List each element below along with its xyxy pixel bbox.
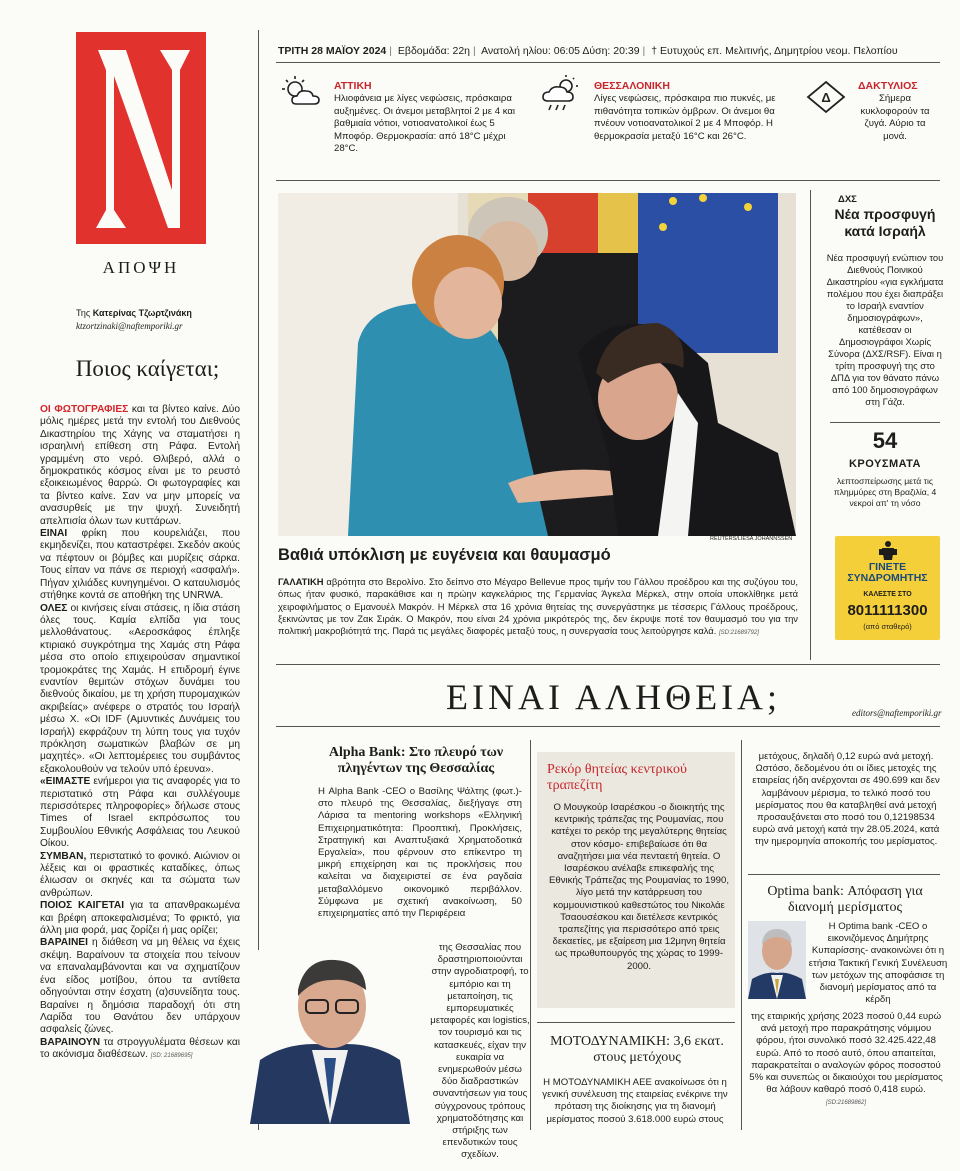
column-divider <box>530 740 531 1130</box>
nameday: † Ευτυχούς επ. Μελιτινής, Δημητρίου νεομ. Πελοπίου <box>651 45 898 57</box>
opinion-title: Ποιος καίγεται; <box>75 356 220 381</box>
main-story-photo <box>278 193 796 536</box>
ref-code: [SD: 21689695] <box>150 1053 193 1060</box>
divider <box>276 726 940 727</box>
cases-number: 54 <box>872 428 898 453</box>
weather-region-attica: ΑΤΤΙΚΗ <box>334 80 372 92</box>
divider <box>276 664 940 665</box>
author-email[interactable]: ktzortzinaki@naftemporiki.gr <box>76 321 183 331</box>
alpha-ceo-photo <box>250 950 410 1124</box>
opinion-paragraph: ΣΥΜΒΑΝ, περιστατικό το φονικό. Αιώνιον οι λέξεις και οι φραστικές καταδίκες, όπως έλιωσαν οι σκηνές και τα σώματα των ανθρώπων. <box>40 850 240 899</box>
optima-text-continued: της εταιρικής χρήσης 2023 ποσού 0,44 ευρώ ανά μετοχή προ παρακράτησης νόμιμου φόρου, ήτοι συνολικό ποσό 32.425.422,48 ευρώ. Από το ποσό αυτό, όπου απαιτείται, παρακρατείται ο αναλογών φόρος ποσοστού 5% και συνεπώς οι δικαιούχοι του μερίσματος θα λάβουν καθαρό ποσό 0,418 ευρώ. [SD:21689862] <box>749 1011 943 1107</box>
cases-text: λεπτοσπείρωσης μετά τις πλημμύρες στη Βραζιλία, 4 νεκροί απ' τη νόσο <box>833 476 937 508</box>
weather-text-attica: Ηλιοφάνεια με λίγες νεφώσεις, πρόσκαιρα αυξημένες. Οι άνεμοι μεταβλητοί 2 με 4 και βαθμιαία νότιοι, νοτιοανατολικοί έως 5 Μποφόρ. Θερμοκρασία: από 18°C μέχρι 28°C. <box>334 93 516 154</box>
column-divider <box>810 190 811 660</box>
editors-email[interactable]: editors@naftemporiki.gr <box>852 708 942 718</box>
weather-text-daktylios: Σήμερα κυκλοφορούν τα ζυγά. Αύριο τα μονά. <box>860 93 930 142</box>
sidebar-kicker: ΔΧΣ <box>838 194 857 205</box>
week-number: Εβδομάδα: 22η <box>397 45 471 57</box>
newspaper-logo <box>76 32 206 244</box>
section-label: ΑΠΟΨΗ <box>102 258 180 277</box>
author-name: Κατερίνας Τζωρτζινάκη <box>92 308 192 318</box>
subscribe-title: ΣΥΝΔΡΟΜΗΤΗΣ <box>847 572 928 584</box>
optima-text: Η Optima bank -CEO ο εικονιζόμενος Δημήτρης Κυπαρίσσης- ανακοινώνει ότι η ετήσια Τακτική Γενική Συνέλευση των μετόχων της αποφάσισε τη διανομή μερίσματος από τα κέρδη <box>808 921 948 1006</box>
subscribe-box[interactable] <box>835 536 940 640</box>
main-story-text: ΓΑΛΑΤΙΚΗ αβρότητα στο Βερολίνο. Στο δείπνο στο Μέγαρο Bellevue προς τιμήν του Γάλλου προέδρου και της συζύγου του, όπως ήταν φυσικό, παρακάθισε και η πρώην καγκελάριος της Γερμανίας Άγκελα Μέρκελ, στην οποία υποκλίθηκε μετά χειροφιλήματος ο Εμανουέλ Μακρόν. Η Μέρκελ στα 16 χρόνια θητείας της συνεργάστηκε με τέσσερις Γάλλους προέδρους, ξεκινώντας με τον Ζακ Σιράκ. Ο Μακρόν, που είναι 24 χρόνια μικρότερός της, δεν έκρυψε ποτέ τον θαυμασμό του για την πολιτική μακροβιότητά της. Παρά τις μεγάλες διαφορές μεταξύ τους, η συνεργασία τους λειτούργησε καλά. [SD:21689792] <box>278 576 798 637</box>
weather-region-daktylios: ΔΑΚΤΥΛΙΟΣ <box>858 80 918 92</box>
subscribe-call: ΚΑΛΕΣΤΕ ΣΤΟ <box>863 591 912 598</box>
alpha-text: Η Alpha Bank -CEO ο Βασίλης Ψάλτης (φωτ.)- στο πλευρό της Θεσσαλίας, διεξήγαγε στη Λάρισα τα mentoring workshops «Ελληνική Επιχειρηματικότητα: Προοπτική, Προκλήσεις, Στρατηγική και Αναπτυξιακά Χρηματοδοτικά Εργαλεία», που φέρνουν στο επίκεντρο τη μικρή επιχείρηση και τις προκλήσεις που καλείται να διαχειριστεί σε ένα ραγδαία μεταβαλλόμενο οικονομικό περιβάλλον. Σύμφωνα με σχετική ανακοίνωση, 50 επιχειρηματίες από την Περιφέρεια <box>318 786 522 920</box>
opinion-paragraph: ΠΟΙΟΣ ΚΑΙΓΕΤΑΙ για τα απανθρακωμένα και βρέφη αποκεφαλισμένα; Το φρικτό, για άλλη μια φορά, μας ζορίζει ή μας ορίζει; <box>40 900 240 937</box>
sunrise-sunset: Ανατολή ηλίου: 06:05 Δύση: 20:39 <box>481 45 640 57</box>
ref-code: [SD:21689792] <box>718 630 759 637</box>
sidebar-title: Νέα προσφυγή κατά Ισραήλ <box>834 206 936 239</box>
newspaper-reader-icon <box>878 540 898 562</box>
author-byline <box>76 307 216 333</box>
cases-label: ΚΡΟΥΣΜΑΤΑ <box>848 458 921 470</box>
date-strip: ΤΡΙΤΗ 28 ΜΑΪΟΥ 2024 | Εβδομάδα: 22η | Ανατολή ηλίου: 06:05 Δύση: 20:39 | † Ευτυχούς επ. Μελιτινής, Δημητρίου νεομ. Πελοπίου <box>278 45 898 57</box>
logo-n-icon <box>76 32 206 244</box>
moto-text-continued: μετόχους, δηλαδή 0,12 ευρώ ανά μετοχή. Ωστόσο, δεδομένου ότι οι ίδιες μετοχές της εταιρείας ήδη ανέρχονται σε 490.699 και δεν λαμβάνουν μέρισμα, το τελικό ποσό του μερίσματος που θα καταβληθεί ανά μετοχή προσαυξάνεται στο ποσό του 0,12198534 ευρώ ανά μετοχή κατά την 28.05.2024, κατά την ημερομηνία αποκοπής του μερίσματος. <box>752 751 940 848</box>
opinion-paragraph: ΕΙΝΑΙ φρίκη που κουρελιάζει, που εκμηδενίζει, που καταστρέφει. Σκεδόν ακούς να πέφτουν οι βόμβες και μυρίζεις σάρκα. Τους είπαν να πάνε σε περιοχή «ασφαλή». Πήγαν χιλιάδες κυνηγημένοι. Ο καταυλισμός στήθηκε κοντά σε αποθήκη της UNRWA. <box>40 528 240 602</box>
opinion-paragraph: «ΕΙΜΑΣΤΕ ενήμεροι για τις αναφορές για το περιστατικό στη Ράφα και συλλέγουμε περισσότερες πληροφορίες» δήλωσε στους Times of Israel εκπρόσωπος του Συμβουλίου Εθνικής Ασφάλειας του Λευκού Οίκου. <box>40 776 240 850</box>
ref-code: [SD:21689862] <box>825 1100 867 1107</box>
opinion-body <box>40 404 240 1063</box>
divider <box>830 422 940 423</box>
opinion-paragraph: ΒΑΡΑΙΝΕΙ η διάθεση να μη θέλεις να έχεις σκέψη. Βαραίνουν τα στοιχεία που τείνουν να επαναλαμβάνονται και να σχηματίζουν ένα είδος μοτίβου, όπου τα αντίθετα οδηγούνται στην έσχατη (α)συνείδητα τους. Βαραίνει η δημόσια παραδοχή ότι στη Λαρίδα του Θανάτου δεν υπάρχουν ασφαλείς ζώνες. <box>40 937 240 1036</box>
moto-text: Η ΜΟΤΟΔΥΝΑΜΙΚΗ ΑΕΕ ανακοίνωσε ότι η γενική συνέλευση της εταιρείας ενέκρινε την πρόταση της διοίκησης για τη διανομή μερίσματος ποσού 3.618.000 ευρώ στους <box>542 1077 728 1125</box>
date: ΤΡΙΤΗ 28 ΜΑΪΟΥ 2024 <box>278 45 387 57</box>
optima-title: Optima bank: Απόφαση για διανομή μερίσματος <box>767 884 923 915</box>
photo-credit: REUTERS/LIESA JOHANNSSEN <box>710 536 793 542</box>
sidebar-text: Νέα προσφυγή ενώπιον του Διεθνούς Ποινικού Δικαστηρίου «για εγκλήματα πολέμου που έχει διαπράξει το Ισραήλ εναντίον δημοσιογράφων», κατέθεσαν οι Δημοσιογράφοι Χωρίς Σύνορα (ΔΧΣ/RSF). Είναι η τρίτη προσφυγή της στο ΔΠΔ για τον θάνατο πάνω από 100 δημοσιογράφων στη Γάζα. <box>826 252 944 407</box>
weather-region-thessaloniki: ΘΕΣΣΑΛΟΝΙΚΗ <box>594 80 670 92</box>
partly-sunny-icon <box>278 74 326 112</box>
subscribe-title: ΓΙΝΕΤΕ <box>868 561 907 573</box>
road-sign-icon <box>806 80 846 114</box>
svg-text:Δ: Δ <box>821 90 831 105</box>
cloud-rain-icon <box>540 74 588 114</box>
subscribe-note: (από σταθερό) <box>863 622 912 631</box>
alpha-title: Alpha Bank: Στο πλευρό των πληγέντων της Θεσσαλίας <box>328 745 504 776</box>
divider <box>276 180 940 181</box>
column-divider <box>741 740 742 1130</box>
divider <box>748 874 940 875</box>
alpha-text-continued: της Θεσσαλίας που δραστηριοποιούνται στην αγροδιατροφή, το εμπόριο και τη μεταποίηση, τις εμπορευματικές μεταφορές και logistics, τον τουρισμό και τις κατασκευές, είχαν την ευκαιρία να ενημερωθούν μέσω δύο διαδραστικών συναντήσεων για τους σύγχρονους τρόπους χρηματοδότησης και στήριξης των επενδυτικών τους σχεδίων. <box>430 942 530 1161</box>
opinion-paragraph: ΟΙ ΦΩΤΟΓΡΑΦΙΕΣ και τα βίντεο καίνε. Δύο μόλις ημέρες μετά την εντολή του Διεθνούς Δικαστηρίου της Χάγης να σταματήσει η ισραηλινή επίθεση στη Ράφα. Εντολή γραμμένη στο νερό. Θλιβερό, αλλά ο δημοκρατικός κόσμος είναι με το ρευστό εξοικειωμένος θαρρώ. Οι φωτογραφίες και τα βίντεο καίνε. Σαν να μην μπορείς να ανασυρθείς με την ψυχή. Συνειδητή απελπισία όλων των κυττάρων. <box>40 404 240 527</box>
subscribe-phone[interactable]: 8011111300 <box>847 602 928 619</box>
moto-title: ΜΟΤΟΔΥΝΑΜΙΚΗ: 3,6 εκατ. στους μετόχους <box>550 1034 724 1065</box>
opinion-paragraph: ΟΛΕΣ οι κινήσεις είναι στάσεις, η ίδια στάση όλες τους. Καμία ελπίδα για τους μελλοθάνατους. «Αεροσκάφος έπληξε κτιριακό συγκρότημα της Χαμάς στη Ράφα μέσα στο οποίο επιχειρούσαν σημαντικοί τρομοκράτες της Χαμάς. Η επιδρομή έγινε εναντίον θεμιτών στόχων δυνάμει του διεθνούς δικαίου, με τη χρήση πυρομαχικών ακριβείας» ανέφερε ο στρατός του Ισραήλ μέσω Χ. «Οι IDF (Αμυντικές Δυνάμεις του Ισραήλ) εκφράζουν τη λύπη τους για τυχόν πρόκληση σωματικών βλαβών σε μη μαχητές». «Οι λεπτομέρειες του συμβάντος εξακολουθούν να τελούν υπό έρευνα». <box>40 602 240 775</box>
divider <box>537 1022 735 1023</box>
main-headline: Βαθιά υπόκλιση με ευγένεια και θαυμασμό <box>278 546 611 564</box>
rekor-text: Ο Μουγκούρ Ισαρέσκου -ο διοικητής της κεντρικής τράπεζας της Ρουμανίας, που κατέχει το ρεκόρ της μεγαλύτερης θητείας στον κόσμο- επιβεβαίωσε ότι θα αναζητήσει μια νέα πενταετή θητεία. Ο Ισαρέσκου ανέλαβε επικεφαλής της Εθνικής Τράπεζας της Ρουμανίας το 1990, λίγο μετά την κατάρρευση του κομμουνιστικού καθεστώτος του Νικολάε Τσαουσέσκου και διετέλεσε κεντρικός τραπεζίτης για περισσότερο από τρεις δεκαετίες, με εξαίρεση μια 12μηνη θητεία ως πρωθυπουργός της χώρας το 1999-2000. <box>549 802 729 972</box>
divider <box>276 62 940 63</box>
rekor-title: Ρεκόρ θητείας κεντρικού τραπεζίτη <box>547 762 687 793</box>
opinion-paragraph: ΒΑΡΑΙΝΟΥΝ τα στρογγυλέματα θέσεων και το ακόνισμα διαθέσεων. [SD: 21689695] <box>40 1036 240 1061</box>
author-prefix: Της <box>76 308 91 318</box>
weather-text-thessaloniki: Λίγες νεφώσεις, πρόσκαιρα πιο πυκνές, με πιθανότητα τοπικών όμβρων. Οι άνεμοι θα πνέουν νοτιοανατολικοί 2 με 4 Μποφόρ. Η θερμοκρασία μεταξύ 16°C και 26°C. <box>594 93 776 142</box>
optima-ceo-photo <box>748 921 806 999</box>
section-title: ΕΙΝΑΙ ΑΛΗΘΕΙΑ; <box>446 677 782 717</box>
